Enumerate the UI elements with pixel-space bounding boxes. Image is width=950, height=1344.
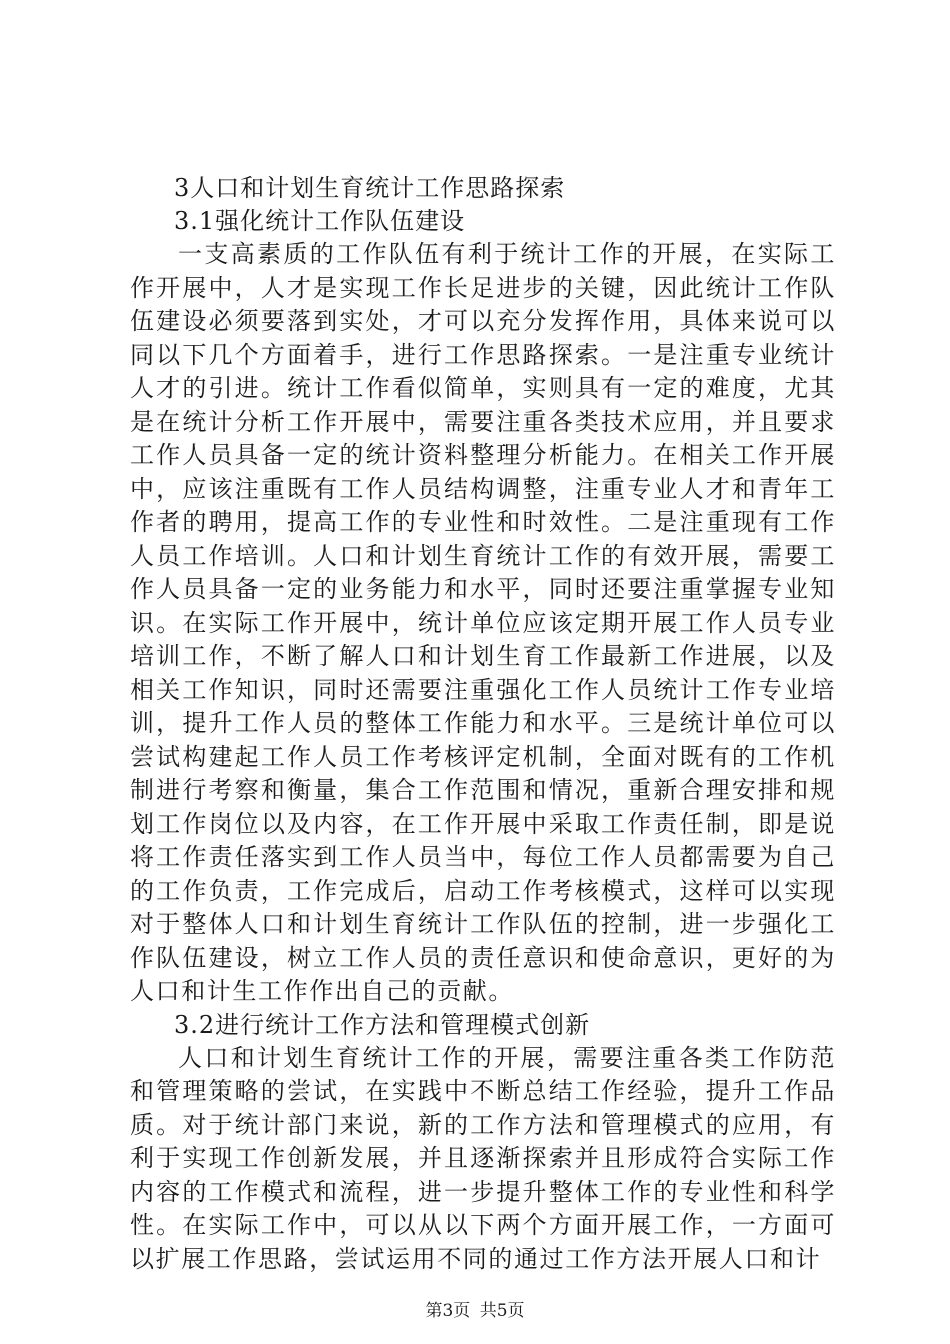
page-footer [0,1300,950,1322]
page-number-total: 共5页 [479,1301,525,1321]
subsection-2-paragraph: 人口和计划生育统计工作的开展，需要注重各类工作防范和管理策略的尝试，在实践中不断总结工作经验，提升工作品质。对于统计部门来说，新的工作方法和管理模式的应用，有利于实现工作创新发展，并且逐渐探索并且形成符合实际工作内容的工作模式和流程，进一步提升整体工作的专业性和科学性。在实际工作中，可以从以下两个方面开展工作，一方面可以扩展工作思路，尝试运用不同的通过工作方法开展人口和计 [130,1043,836,1273]
subsection-2-heading: 3.2进行统计工作方法和管理模式创新 [174,1010,591,1039]
page-number-current: 第3页 [425,1301,471,1321]
section-heading: 3人口和计划生育统计工作思路探索 [174,174,566,202]
subsection-1-heading: 3.1强化统计工作队伍建设 [174,207,466,235]
subsection-1-paragraph: 一支高素质的工作队伍有利于统计工作的开展，在实际工作开展中，人才是实现工作长足进步的关键，因此统计工作队伍建设必须要落到实处，才可以充分发挥作用，具体来说可以同以下几个方面着手，进行工作思路探索。一是注重专业统计人才的引进。统计工作看似简单，实则具有一定的难度，尤其是在统计分析工作开展中，需要注重各类技术应用，并且要求工作人员具备一定的统计资料整理分析能力。在相关工作开展中，应该注重既有工作人员结构调整，注重专业人才和青年工作者的聘用，提高工作的专业性和时效性。二是注重现有工作人员工作培训。人口和计划生育统计工作的有效开展，需要工作人员具备一定的业务能力和水平，同时还要注重掌握专业知识。在实际工作开展中，统计单位应该定期开展工作人员专业培训工作，不断了解人口和计划生育工作最新工作进展，以及相关工作知识，同时还需要注重强化工作人员统计工作专业培训，提升工作人员的整体工作能力和水平。三是统计单位可以尝试构建起工作人员工作考核评定机制，全面对既有的工作机制进行考察和衡量，集合工作范围和情况，重新合理安排和规划工作岗位以及内容，在工作开展中采取工作责任制，即是说将工作责任落实到工作人员当中，每位工作人员都需要为自己的工作负责，工作完成后，启动工作考核模式，这样可以实现对于整体人口和计划生育统计工作队伍的控制，进一步强化工作队伍建设，树立工作人员的责任意识和使命意识，更好的为人口和计生工作作出自己的贡献。 [130,240,836,1005]
document-body [130,172,836,1276]
